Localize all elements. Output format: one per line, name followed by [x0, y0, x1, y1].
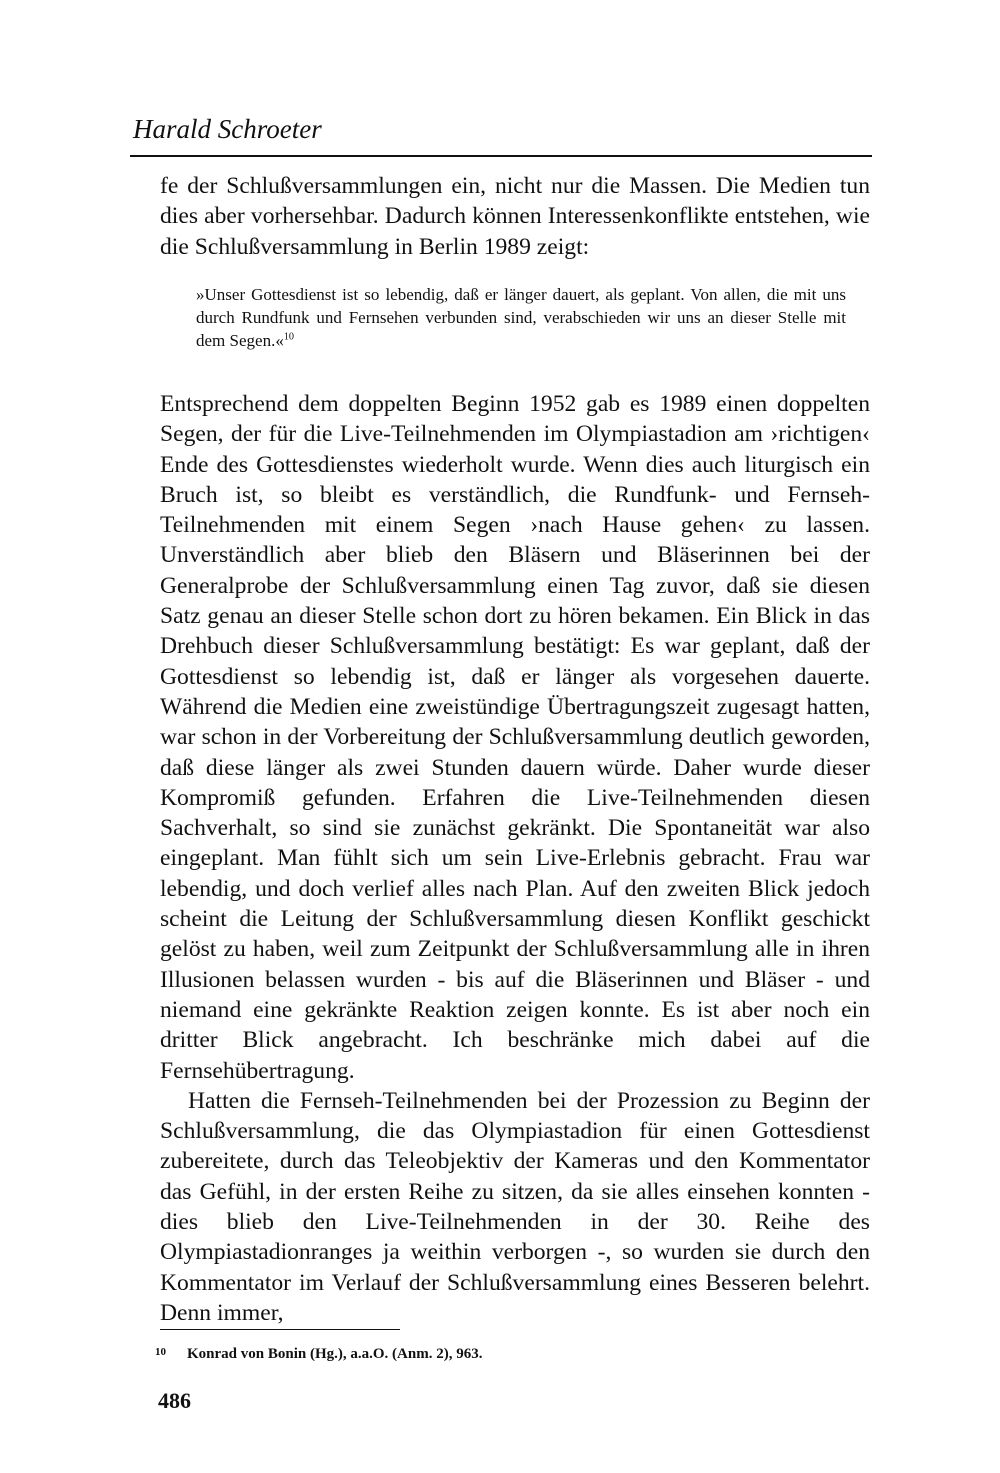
main-text-block — [160, 389, 870, 1328]
footnote-text: Konrad von Bonin (Hg.), a.a.O. (Anm. 2), 963. — [187, 1346, 483, 1362]
footnote-reference: 10 — [283, 331, 295, 343]
footnote — [155, 1346, 482, 1363]
block-quote-text: »Unser Gottesdienst ist so lebendig, daß er länger dauert, als geplant. Von allen, die mit uns durch Rundfunk und Fernsehen verbunden sind, verabschieden wir uns an dieser Stelle mit dem Segen.« — [196, 285, 846, 350]
page-number: 486 — [158, 1388, 191, 1413]
paragraph-intro-block — [160, 171, 870, 262]
paragraph-procession: Hatten die Fernseh-Teilnehmenden bei der Prozession zu Beginn der Schlußversammlung, die das Olympiastadion für einen Gottesdienst zubereitete, durch das Teleobjektiv der Kameras und den Kommentator das Gefühl, in der ersten Reihe zu sitzen, da sie alles einsehen konnten - dies blieb den Live-Teilnehmenden in der 30. Reihe des Olympiastadionranges ja weithin verborgen -, so wurden sie durch den Kommentator im Verlauf der Schlußversammlung eines Besseren belehrt. Denn immer, — [160, 1087, 870, 1326]
footnote-rule — [160, 1329, 400, 1330]
running-header-author: Harald Schroeter — [133, 114, 322, 144]
header-rule — [130, 155, 872, 157]
paragraph-double-blessing: Entsprechend dem doppelten Beginn 1952 gab es 1989 einen doppelten Segen, der für die Live-Teilnehmenden im Olympiastadion am ›richtigen‹ Ende des Gottesdienstes wiederholt wurde. Wenn dies auch liturgisch ein Bruch ist, so bleibt es verständlich, die Rundfunk- und Fernseh-Teilnehmenden mit einem Segen ›nach Hause gehen‹ zu lassen. Unverständlich aber blieb den Bläsern und Bläserinnen bei der Generalprobe der Schlußversammlung einen Tag zuvor, daß sie diesen Satz genau an dieser Stelle schon dort zu hören bekamen. Ein Blick in das Drehbuch dieser Schlußversammlung bestätigt: Es war geplant, daß der Gottesdienst so lebendig ist, daß er länger als vorgesehen dauerte. Während die Medien eine zweistündige Übertragungszeit zugesagt hatten, war schon in der Vorbereitung der Schlußversammlung deutlich geworden, daß diese länger als zwei Stunden dauern würde. Daher wurde dieser Kompromiß gefunden. Erfahren die Live-Teilnehmenden diesen Sachverhalt, so sind sie zunächst gekränkt. Die Spontaneität war also eingeplant. Man fühlt sich um sein Live-Erlebnis gebracht. Frau war lebendig, und doch verlief alles nach Plan. Auf den zweiten Blick jedoch scheint die Leitung der Schlußversammlung diesen Konflikt geschickt gelöst zu haben, weil zum Zeitpunkt der Schlußversammlung alle in ihren Illusionen belassen wurden - bis auf die Bläserinnen und Bläser - und niemand eine gekränkte Reaktion zeigen konnte. Es ist aber noch ein dritter Blick angebracht. Ich beschränke mich dabei auf die Fernsehübertragung. — [160, 391, 870, 1084]
block-quote — [196, 283, 846, 352]
footnote-number: 10 — [155, 1346, 166, 1358]
paragraph-intro: fe der Schlußversammlungen ein, nicht nur die Massen. Die Medien tun dies aber vorhersehbar. Dadurch können Interessenkonflikte entstehen, wie die Schlußversammlung in Berlin 1989 zeigt: — [160, 173, 870, 260]
